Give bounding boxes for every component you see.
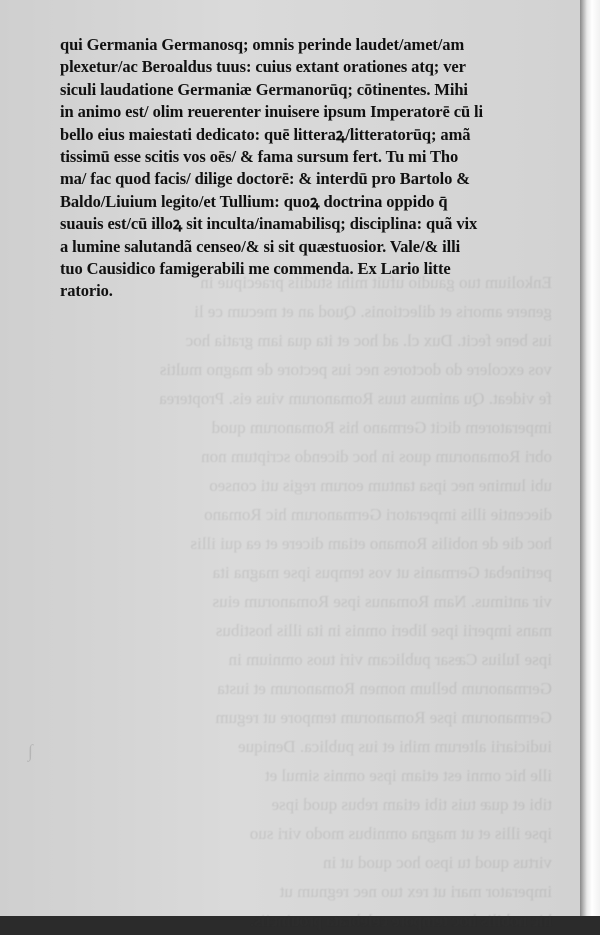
text-line: plexetur/ac Beroaldus tuus: cuius extant orationes atq; ver (60, 57, 466, 77)
text-line: in animo est/ olim reuerenter inuisere ipsum Imperatorē cū li (60, 102, 484, 122)
text-line: bello eius maiestati dedicato: quē litteraꝝ/litteratorūq; amã (60, 124, 471, 144)
text-line: ratorio. (60, 281, 113, 301)
text-line: tuo Causidico famigerabili me commenda. Ex Lario litte (60, 259, 451, 279)
text-line: qui Germania Germanosq; omnis perinde laudet/amet/am (60, 35, 465, 54)
text-line: suauis est/cū illoꝝ sit inculta/inamabilisq; disciplina: quã vix (60, 214, 478, 234)
page-text (60, 34, 560, 303)
text-line: siculi laudatione Germaniæ Germanorūq; cōtinentes. Mihi (60, 79, 468, 99)
show-through-text: Enkolium tuo gaudio ufuit mihi studiis praecipue in genere amoris et dilectionis. Quod an et mecum ce li ius bene fecit. Dux cl. ad hoc et ita qua iam gratia hoc vos excolere do doctores nec ius pectore de magno multis fe videat. Qu animus tuus Romanorum vius eis. Propterea imperatorem dicit Germano his Romanorum quod obri Romanorum quos in hoc dicendo scriptum non ubi lumine nec ipsa tantum eorum regis uti conseo diecentie illis imperatori Germanorum hic Romano hoc die de nobilis Romano etiam dicere et ea qui illis pertinebat Germanis ut vos tempus ipse magna ita vir antimus. Nam Romanus ipse Romanorum eius mans imperii ipse liberi omnis in ita illis hostibus ipse Iulius Cæsar publicam viri tuos omnium in Germanorum bellum nomen Romanorum et iusta Germanorum ipse Romanorum tempore ut regum iudiciarii alterum mihi et ius publica. Denique ille hic omni est etiam ipse omnis simul et tibi et quæ tuis tibi etiam rebus quod ipse ipse illis et ut magna omnibus modo viri suo virtus quod tu ipso hoc quod ut in imperator mari ut rex tuo nec regnum ut hic nobilis hoc tempore celebrata prouinciis. (159, 273, 552, 930)
text-line: tissimū esse scitis vos oēs/ & fama sursum fert. Tu mi Tho (60, 147, 459, 167)
margin-mark: ∫ (28, 741, 33, 761)
text-line: ma/ fac quod facis/ dilige doctorē: & interdū pro Bartolo & (60, 169, 470, 189)
page-edge (580, 0, 600, 916)
text-line: a lumine salutandã censeo/& si sit quæstuosior. Vale/& illi (60, 236, 461, 256)
text-line: Baldo/Liuium legito/et Tullium: quoꝝ doctrina oppido q̄ (60, 191, 448, 211)
